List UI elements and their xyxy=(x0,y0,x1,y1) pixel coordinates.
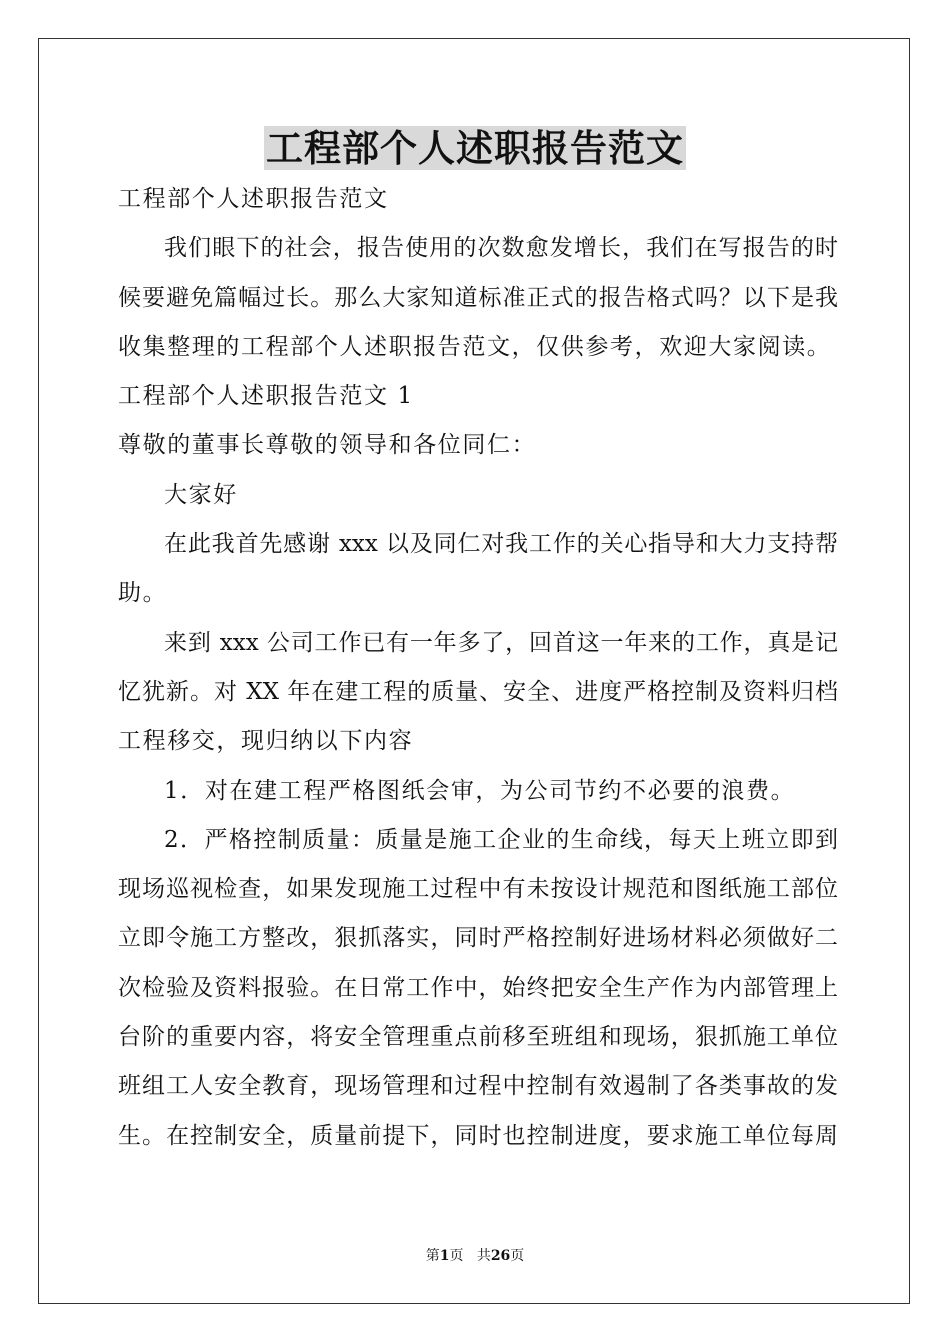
document-body xyxy=(118,175,838,1161)
paragraph-line: 班组工人安全教育，现场管理和过程中控制有效遏制了各类事故的发 xyxy=(118,1073,838,1100)
page-footer xyxy=(0,1246,950,1266)
paragraph-line: 现场巡视检查，如果发现施工过程中有未按设计规范和图纸施工部位 xyxy=(118,876,838,903)
paragraph-line: 次检验及资料报验。在日常工作中，始终把安全生产作为内部管理上 xyxy=(118,974,838,1001)
salutation-line: 尊敬的董事长尊敬的领导和各位同仁： xyxy=(118,432,537,459)
total-suffix: 页 xyxy=(510,1248,525,1264)
paragraph-line: 工程移交，现归纳以下内容 xyxy=(118,728,414,755)
page-prefix: 第 xyxy=(425,1248,440,1264)
list-item: 2．严格控制质量：质量是施工企业的生命线，每天上班立即到 xyxy=(164,826,838,853)
page-suffix: 页 xyxy=(449,1248,464,1264)
total-prefix: 共 xyxy=(476,1248,491,1264)
subtitle-line: 工程部个人述职报告范文 xyxy=(118,186,389,212)
paragraph-line: 助。 xyxy=(118,580,168,607)
paragraph-line: 我们眼下的社会，报告使用的次数愈发增长，我们在写报告的时 xyxy=(164,235,838,262)
paragraph-line: 台阶的重要内容，将安全管理重点前移至班组和现场，狠抓施工单位 xyxy=(118,1024,838,1051)
total-pages: 26 xyxy=(490,1248,511,1264)
paragraph-line: 忆犹新。对 XX 年在建工程的质量、安全、进度严格控制及资料归档 xyxy=(118,678,838,705)
list-item: 1．对在建工程严格图纸会审，为公司节约不必要的浪费。 xyxy=(164,777,796,804)
paragraph-line: 立即令施工方整改，狠抓落实，同时严格控制好进场材料必须做好二 xyxy=(118,925,838,952)
paragraph-line: 来到 xxx 公司工作已有一年多了，回首这一年来的工作，真是记 xyxy=(164,629,838,656)
paragraph-line: 收集整理的工程部个人述职报告范文，仅供参考，欢迎大家阅读。 xyxy=(118,333,832,360)
paragraph-line: 在此我首先感谢 xxx 以及同仁对我工作的关心指导和大力支持帮 xyxy=(164,531,838,558)
paragraph-line: 生。在控制安全，质量前提下，同时也控制进度，要求施工单位每周 xyxy=(118,1122,838,1149)
title-container xyxy=(0,126,950,170)
paragraph-line: 候要避免篇幅过长。那么大家知道标准正式的报告格式吗？以下是我 xyxy=(118,284,838,311)
page-number: 1 xyxy=(439,1248,450,1264)
section-heading: 工程部个人述职报告范文 1 xyxy=(118,383,414,410)
greeting-line: 大家好 xyxy=(164,481,238,508)
document-title: 工程部个人述职报告范文 xyxy=(266,126,684,170)
